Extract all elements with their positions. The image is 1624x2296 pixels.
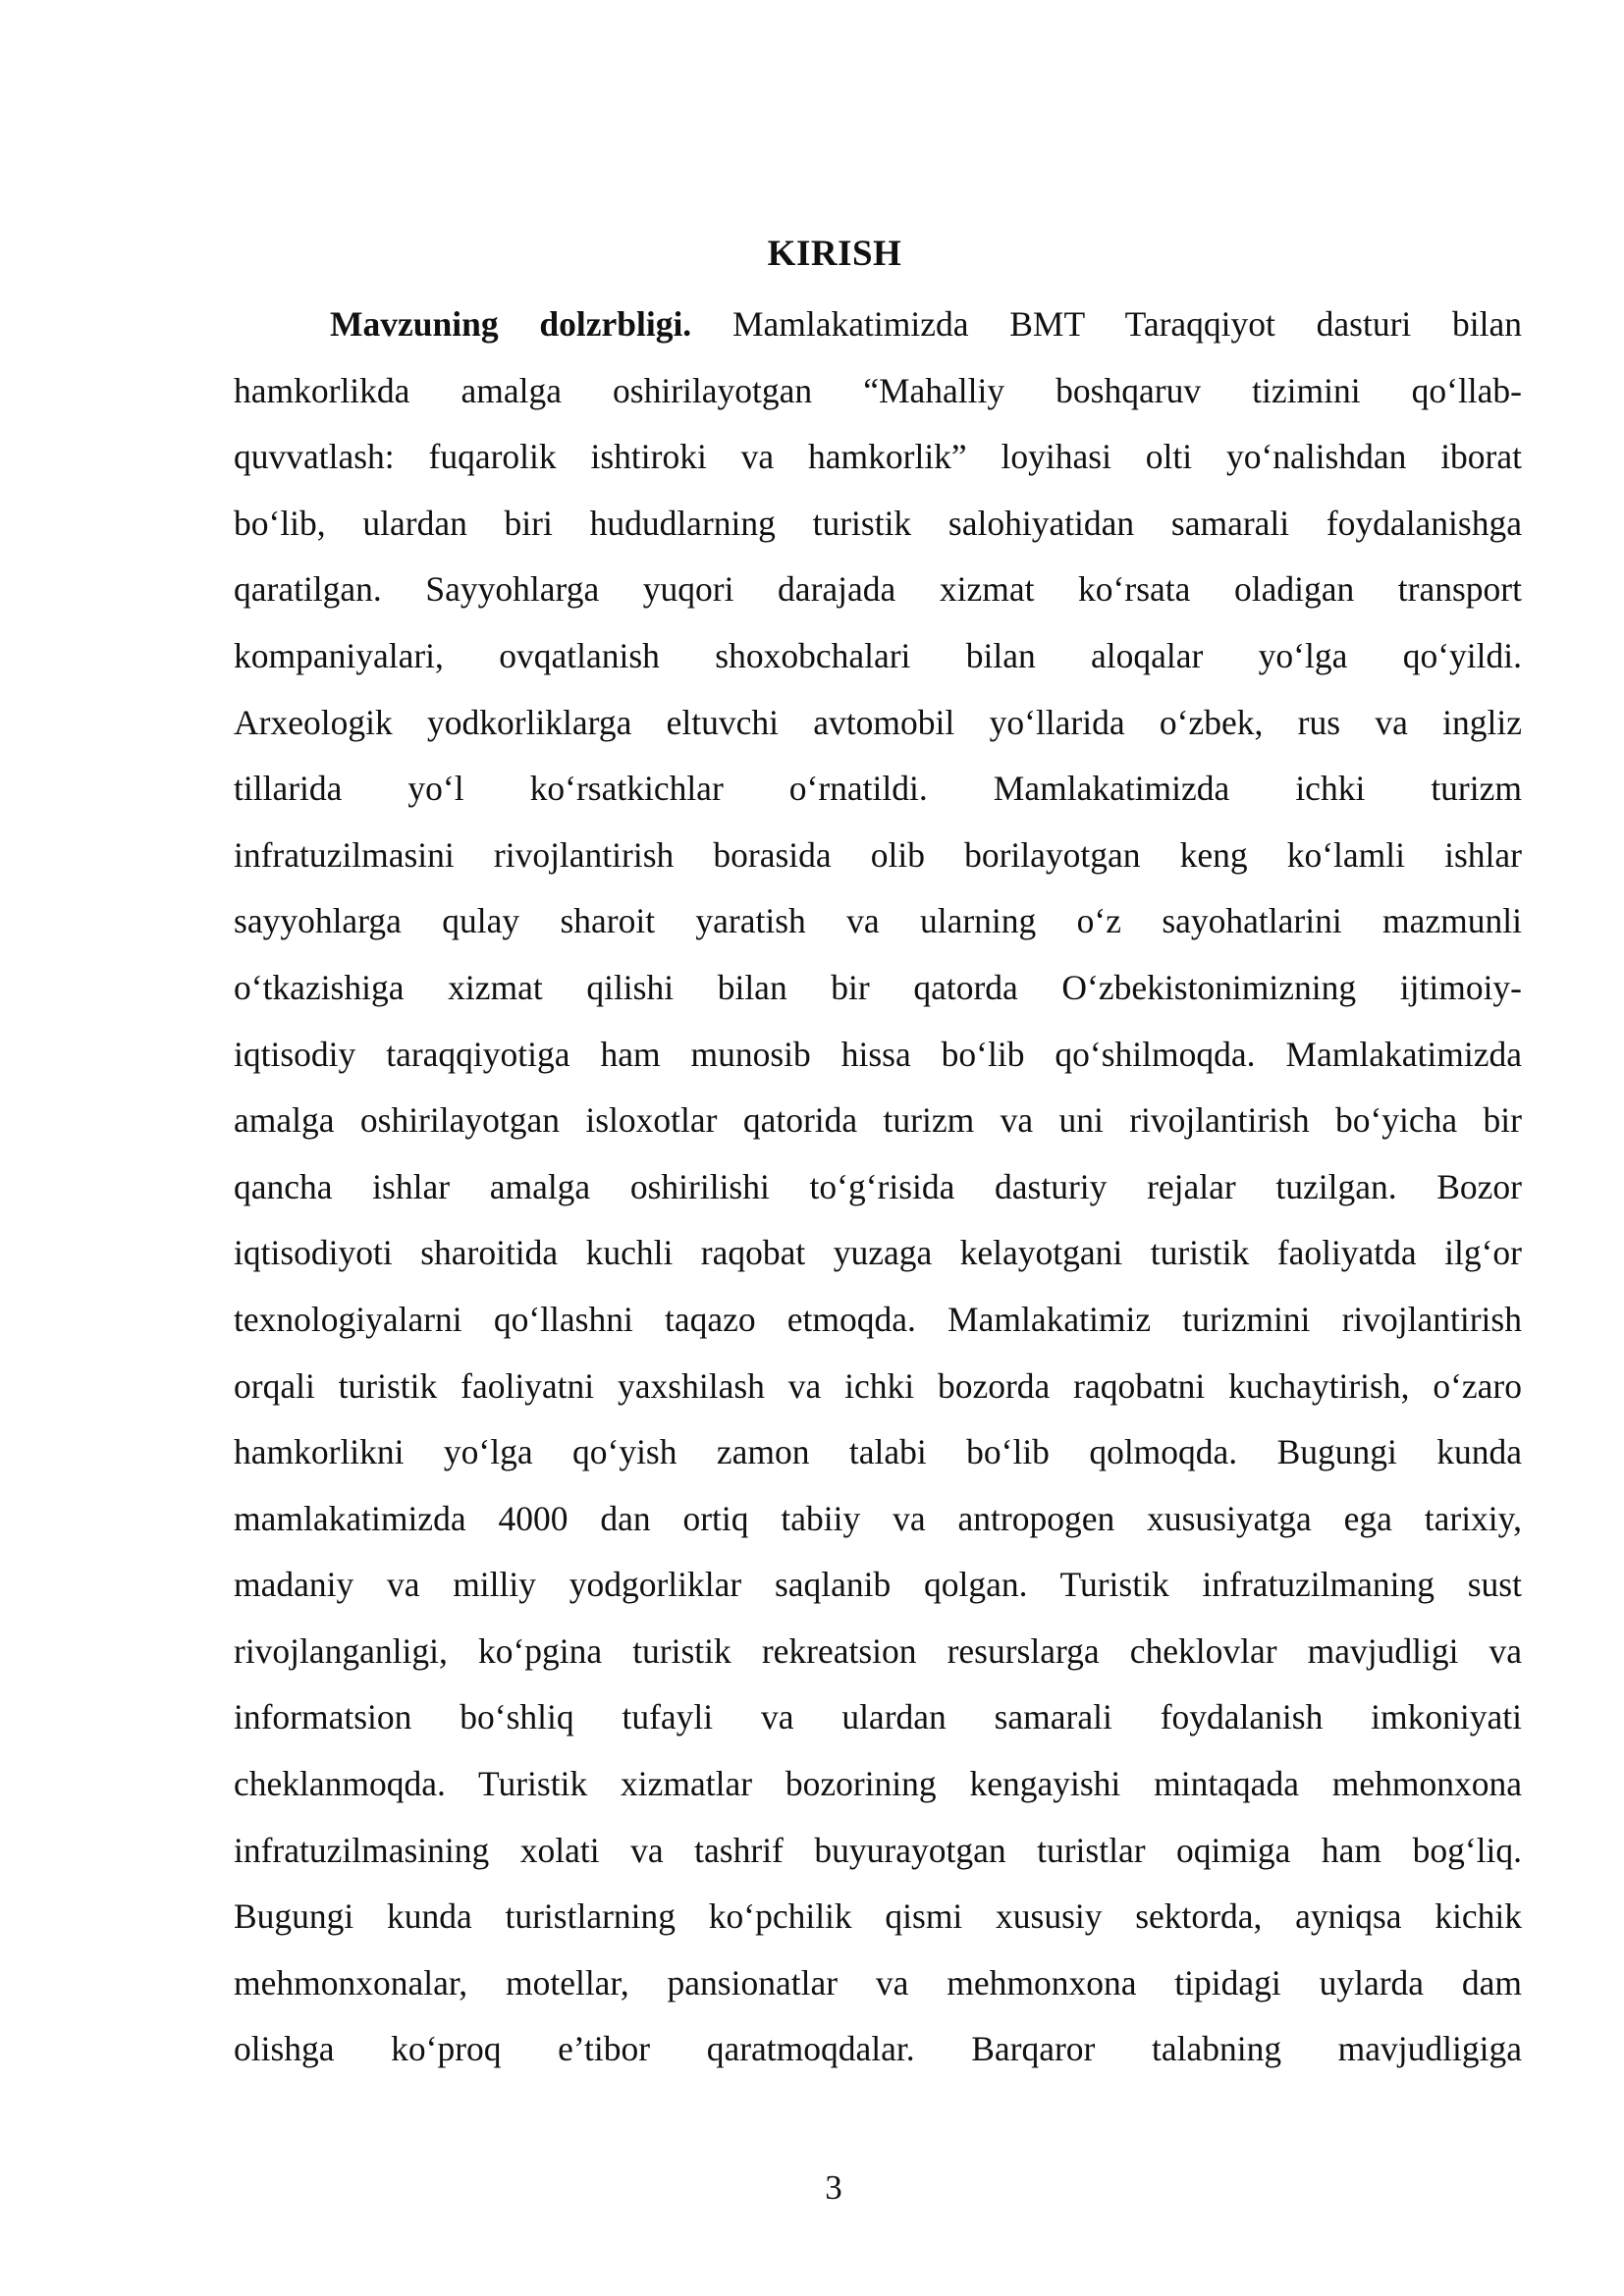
page-number: 3 [825,2168,842,2207]
lead-heading: Mavzuning dolzrbligi. [330,304,692,344]
paragraph-line-text: Mamlakatimizda BMT Taraqqiyot dasturi bilan [691,304,1522,344]
paragraph-line: hamkorlikda amalga oshirilayotgan “Mahalliy boshqaruv tizimini qo‘llab- [234,370,1522,410]
paragraph-line: infratuzilmasini rivojlantirish borasida olib borilayotgan keng ko‘lamli ishlar [234,834,1522,875]
body-paragraph [234,292,1522,2083]
paragraph-line: kompaniyalari, ovqatlanish shoxobchalari bilan aloqalar yo‘lga qo‘yildi. [234,635,1522,675]
paragraph-line: Bugungi kunda turistlarning ko‘pchilik qismi xususiy sektorda, ayniqsa kichik [234,1896,1522,1937]
paragraph-line: madaniy va milliy yodgorliklar saqlanib qolgan. Turistik infratuzilmaning sust [234,1565,1522,1605]
paragraph-line: hamkorlikni yo‘lga qo‘yish zamon talabi bo‘lib qolmoqda. Bugungi kunda [234,1432,1522,1472]
paragraph-line: quvvatlash: fuqarolik ishtiroki va hamkorlik” loyihasi olti yo‘nalishdan iborat [234,437,1522,477]
paragraph-line: bo‘lib, ulardan biri hududlarning turistik salohiyatidan samarali foydalanishga [234,503,1522,543]
paragraph-line: amalga oshirilayotgan isloxotlar qatorida turizm va uni rivojlantirish bo‘yicha bir [234,1100,1522,1141]
page-title: KIRISH [767,234,902,274]
paragraph-line: mamlakatimizda 4000 dan ortiq tabiiy va antropogen xususiyatga ega tarixiy, [234,1498,1522,1538]
paragraph-line: texnologiyalarni qo‘llashni taqazo etmoqda. Mamlakatimiz turizmini rivojlantirish [234,1299,1522,1339]
paragraph-line: orqali turistik faoliyatni yaxshilash va ichki bozorda raqobatni kuchaytirish, o‘zaro [234,1365,1522,1406]
paragraph-line: olishga ko‘proq e’tibor qaratmoqdalar. Barqaror talabning mavjudligiga [234,2029,1522,2069]
paragraph-line: sayyohlarga qulay sharoit yaratish va ularning o‘z sayohatlarini mazmunli [234,901,1522,941]
paragraph-line: iqtisodiyoti sharoitida kuchli raqobat yuzaga kelayotgani turistik faoliyatda ilg‘or [234,1233,1522,1273]
paragraph-line: rivojlanganligi, ko‘pgina turistik rekreatsion resurslarga cheklovlar mavjudligi va [234,1630,1522,1671]
paragraph-line: o‘tkazishiga xizmat qilishi bilan bir qatorda O‘zbekistonimizning ijtimoiy- [234,967,1522,1007]
paragraph-line: Arxeologik yodkorliklarga eltuvchi avtomobil yo‘llarida o‘zbek, rus va ingliz [234,702,1522,742]
paragraph-line: informatsion bo‘shliq tufayli va ulardan samarali foydalanish imkoniyati [234,1697,1522,1737]
paragraph-line: qancha ishlar amalga oshirilishi to‘g‘risida dasturiy rejalar tuzilgan. Bozor [234,1166,1522,1206]
paragraph-line [234,292,1522,358]
paragraph-line: tillarida yo‘l ko‘rsatkichlar o‘rnatildi. Mamlakatimizda ichki turizm [234,769,1522,809]
paragraph-line: mehmonxonalar, motellar, pansionatlar va mehmonxona tipidagi uylarda dam [234,1962,1522,2002]
paragraph-line: infratuzilmasining xolati va tashrif buyurayotgan turistlar oqimiga ham bog‘liq. [234,1830,1522,1870]
paragraph-line: iqtisodiy taraqqiyotiga ham munosib hissa bo‘lib qo‘shilmoqda. Mamlakatimizda [234,1034,1522,1074]
paragraph-line: cheklanmoqda. Turistik xizmatlar bozorining kengayishi mintaqada mehmonxona [234,1764,1522,1804]
paragraph-line: qaratilgan. Sayyohlarga yuqori darajada xizmat ko‘rsata oladigan transport [234,569,1522,610]
